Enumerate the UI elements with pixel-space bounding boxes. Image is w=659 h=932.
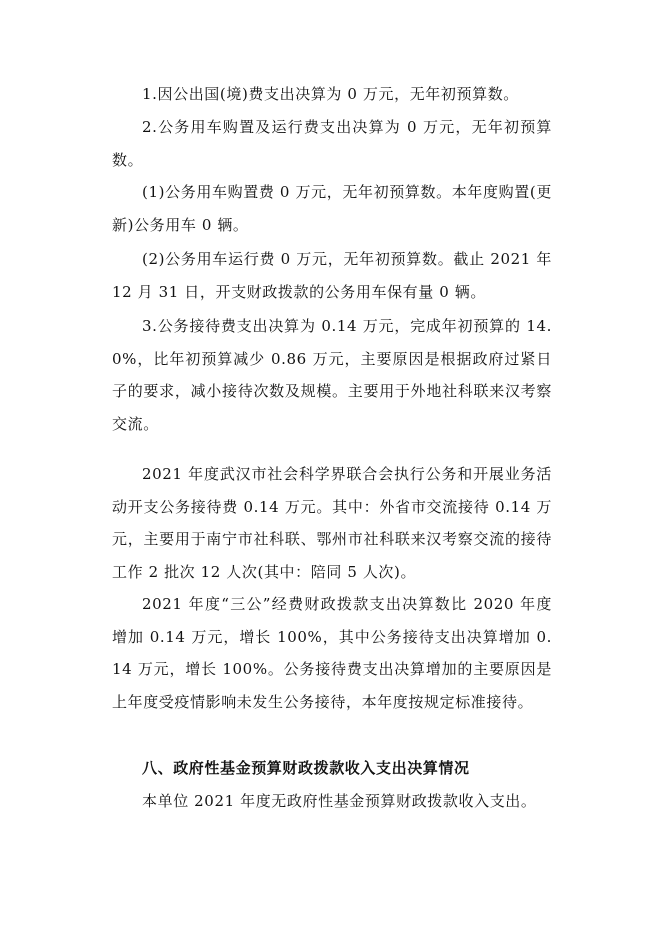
paragraph-vehicle-operation: (2)公务用车运行费 0 万元，无年初预算数。截止 2021 年 12 月 31 日，开支财政拨款的公务用车保有量 0 辆。 [112, 250, 552, 301]
paragraph-official-reception: 3.公务接待费支出决算为 0.14 万元，完成年初预算的 14.0%，比年初预算减少 0.86 万元，主要原因是根据政府过紧日子的要求，减小接待次数及规模。主要用于外地社科联来汉考察交流。 [112, 317, 552, 433]
paragraph-three-public-comparison: 2021 年度“三公”经费财政拨款支出决算数比 2020 年度增加 0.14 万元，增长 100%，其中公务接待支出决算增加 0.14 万元，增长 100%。公务接待费支出决算增加的主要原因是上年度受疫情影响未发生公务接待，本年度按规定标准接待。 [112, 595, 552, 711]
paragraph-outbound-travel: 1.因公出国(境)费支出决算为 0 万元，无年初预算数。 [142, 85, 519, 103]
paragraph-vehicle-purchase: (1)公务用车购置费 0 万元，无年初预算数。本年度购置(更新)公务用车 0 辆。 [112, 183, 552, 234]
paragraph-reception-details: 2021 年度武汉市社会科学界联合会执行公务和开展业务活动开支公务接待费 0.14 万元。其中：外省市交流接待 0.14 万元，主要用于南宁市社科联、鄂州市社科联来汉考察交流的接待工作 2 批次 12 人次(其中：陪同 5 人次)。 [112, 465, 552, 581]
section-heading-government-fund: 八、政府性基金预算财政拨款收入支出决算情况 [142, 759, 470, 777]
paragraph-official-vehicles: 2.公务用车购置及运行费支出决算为 0 万元，无年初预算数。 [112, 118, 552, 169]
paragraph-government-fund-none: 本单位 2021 年度无政府性基金预算财政拨款收入支出。 [142, 792, 537, 810]
